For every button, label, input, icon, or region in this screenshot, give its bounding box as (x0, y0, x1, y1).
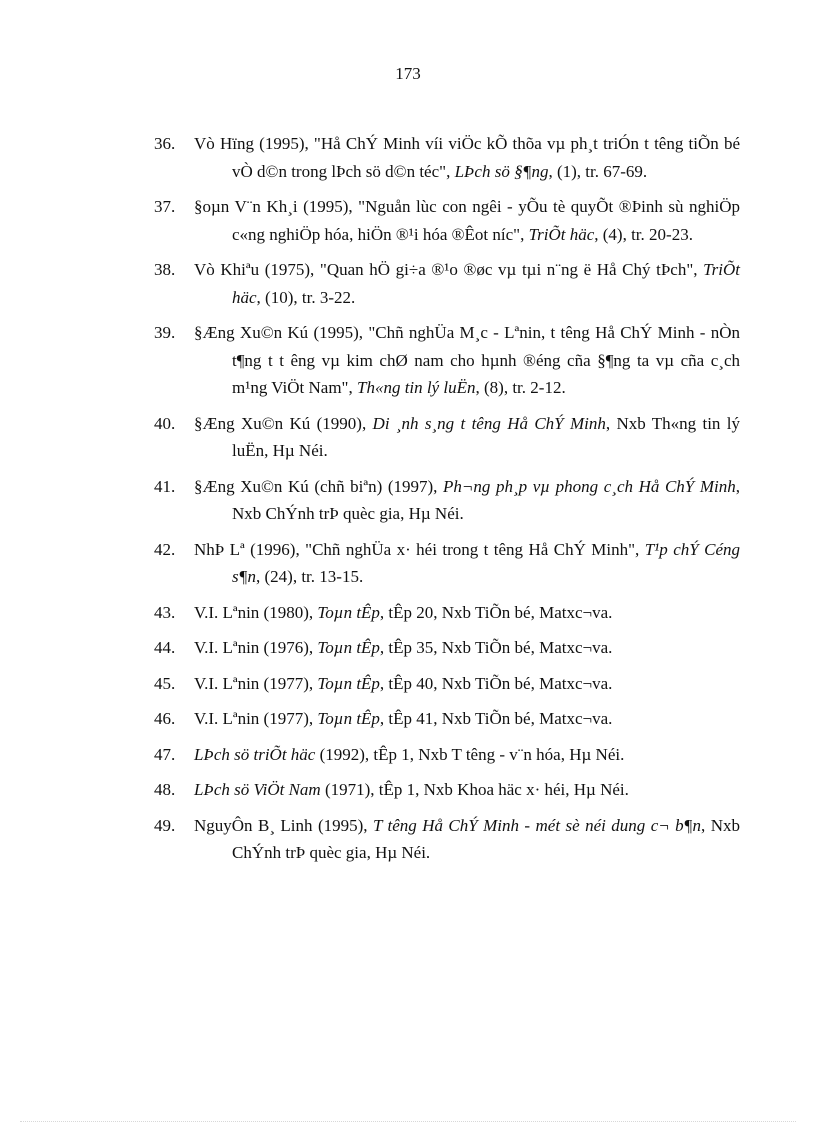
reference-title-italic: Toµn tÊp (317, 638, 380, 657)
reference-number: 44. (154, 638, 176, 657)
reference-text-segment: , tÊp 35, Nxb TiÕn bé, Matxc¬va. (379, 638, 613, 657)
reference-title-italic: LÞch sö ViÖt Nam (194, 780, 321, 799)
reference-title-italic: LÞch sö §¶ng (454, 161, 549, 181)
reference-item (154, 193, 740, 248)
reference-item (154, 410, 740, 465)
reference-text-segment: §Æng Xu©n Kú (1990), (194, 413, 373, 433)
reference-number: 42. (154, 539, 176, 559)
reference-text-segment: , (8), tr. 2-12. (475, 378, 566, 397)
reference-text-segment: Vò Khiªu (1975), "Quan hÖ gi÷a ®¹o ®øc vµ tµi n¨ng ë Hå Chý tÞch", (194, 260, 704, 279)
reference-title-italic: Toµn tÊp (317, 709, 380, 728)
reference-text-segment: , (1), tr. 67-69. (548, 161, 648, 181)
reference-number: 43. (154, 602, 176, 622)
reference-item (154, 599, 740, 627)
reference-text (194, 705, 740, 733)
reference-text (194, 319, 740, 402)
page-number: 173 (395, 64, 421, 83)
page-bottom-divider (20, 1121, 796, 1122)
reference-text-segment: §oµn V¨n Kh¸i (1995), "Nguån lùc con ngêi - yÕu tè quyÕt ®Þinh sù nghiÖp c«ng nghiÖp hóa, hiÖn ®¹i hóa ®Êot níc", (194, 197, 740, 244)
reference-title-italic: Toµn tÊp (317, 602, 380, 622)
reference-item (154, 536, 740, 591)
reference-number: 48. (154, 780, 176, 799)
reference-title-italic: Di ¸nh s¸ng t têng Hå ChÝ Minh (372, 413, 606, 433)
reference-item (154, 812, 740, 867)
reference-item (154, 130, 740, 185)
reference-item (154, 741, 740, 769)
reference-text (194, 130, 740, 185)
reference-text (194, 193, 740, 248)
reference-item (154, 705, 740, 733)
reference-number: 36. (154, 134, 176, 153)
reference-text (194, 256, 740, 311)
reference-item (154, 319, 740, 402)
reference-text (194, 812, 740, 867)
reference-text-segment: (1971), tÊp 1, Nxb Khoa häc x· héi, Hµ Néi. (320, 780, 629, 799)
reference-number: 41. (154, 476, 176, 496)
reference-text-segment: , tÊp 40, Nxb TiÕn bé, Matxc¬va. (379, 673, 613, 693)
reference-text-segment: NhÞ Lª (1996), "Chñ nghÜa x· héi trong t têng Hå ChÝ Minh", (194, 539, 645, 559)
reference-text (194, 473, 740, 528)
reference-text-segment: NguyÔn B¸ Linh (1995), (194, 815, 373, 835)
reference-text (194, 536, 740, 591)
reference-title-italic: T têng Hå ChÝ Minh - mét sè néi dung c¬ b¶n (372, 815, 702, 835)
reference-item (154, 473, 740, 528)
reference-text-segment: V.I. Lªnin (1980), (194, 602, 318, 622)
reference-text-segment: , (4), tr. 20-23. (594, 224, 693, 244)
reference-text (194, 741, 740, 769)
reference-text-segment: , Nxb ChÝnh trÞ quèc gia, Hµ Néi. (232, 476, 740, 523)
reference-text (194, 410, 740, 465)
reference-text-segment: , (24), tr. 13-15. (256, 567, 364, 586)
reference-text-segment: V.I. Lªnin (1977), (194, 673, 318, 693)
reference-text-segment: , tÊp 20, Nxb TiÕn bé, Matxc¬va. (379, 602, 613, 622)
reference-title-italic: TriÕt häc (232, 260, 740, 307)
reference-text-segment: , (10), tr. 3-22. (256, 287, 356, 307)
reference-item (154, 776, 740, 804)
reference-text-segment: Vò Hïng (1995), "Hå ChÝ Minh víi viÖc kÕ thõa vµ ph¸t triÓn t têng tiÕn bé vÒ d©n trong lÞch sö d©n téc", (194, 134, 740, 181)
reference-text-segment: , Nxb ChÝnh trÞ quèc gia, Hµ Néi. (232, 815, 740, 862)
reference-title-italic: LÞch sö triÕt häc (194, 744, 316, 764)
reference-text-segment: §Æng Xu©n Kú (1995), "Chñ nghÜa M¸c - Lªnin, t têng Hå ChÝ Minh - nÒn t¶ng t t êng vµ kim chØ nam cho hµnh ®éng cña §¶ng ta vµ cña c¸ch m¹ng ViÖt Nam", (194, 323, 740, 397)
reference-number: 46. (154, 709, 176, 728)
reference-number: 45. (154, 673, 176, 693)
reference-number: 37. (154, 197, 176, 216)
reference-item (154, 634, 740, 662)
reference-number: 40. (154, 413, 176, 433)
reference-number: 38. (154, 260, 176, 279)
reference-title-italic: Toµn tÊp (317, 673, 380, 693)
reference-title-italic: TriÕt häc (528, 224, 595, 244)
reference-text-segment: §Æng Xu©n Kú (chñ biªn) (1997), (194, 476, 444, 496)
reference-list (154, 130, 740, 875)
reference-number: 47. (154, 744, 176, 764)
reference-title-italic: Ph¬ng ph¸p vµ phong c¸ch Hå ChÝ Minh (443, 476, 736, 496)
reference-text-segment: V.I. Lªnin (1976), (194, 638, 318, 657)
reference-text (194, 776, 740, 804)
reference-number: 39. (154, 323, 176, 342)
reference-item (154, 256, 740, 311)
reference-text-segment: , Nxb Th«ng tin lý luËn, Hµ Néi. (232, 413, 740, 460)
reference-title-italic: Th«ng tin lý luËn (356, 378, 476, 397)
reference-title-italic: T¹p chÝ Céng s¶n (232, 539, 740, 586)
reference-text-segment: V.I. Lªnin (1977), (194, 709, 318, 728)
reference-text (194, 634, 740, 662)
reference-number: 49. (154, 815, 176, 835)
reference-text (194, 599, 740, 627)
reference-text-segment: (1992), tÊp 1, Nxb T têng - v¨n hóa, Hµ Néi. (315, 744, 625, 764)
reference-item (154, 670, 740, 698)
reference-text (194, 670, 740, 698)
reference-text-segment: , tÊp 41, Nxb TiÕn bé, Matxc¬va. (379, 709, 613, 728)
